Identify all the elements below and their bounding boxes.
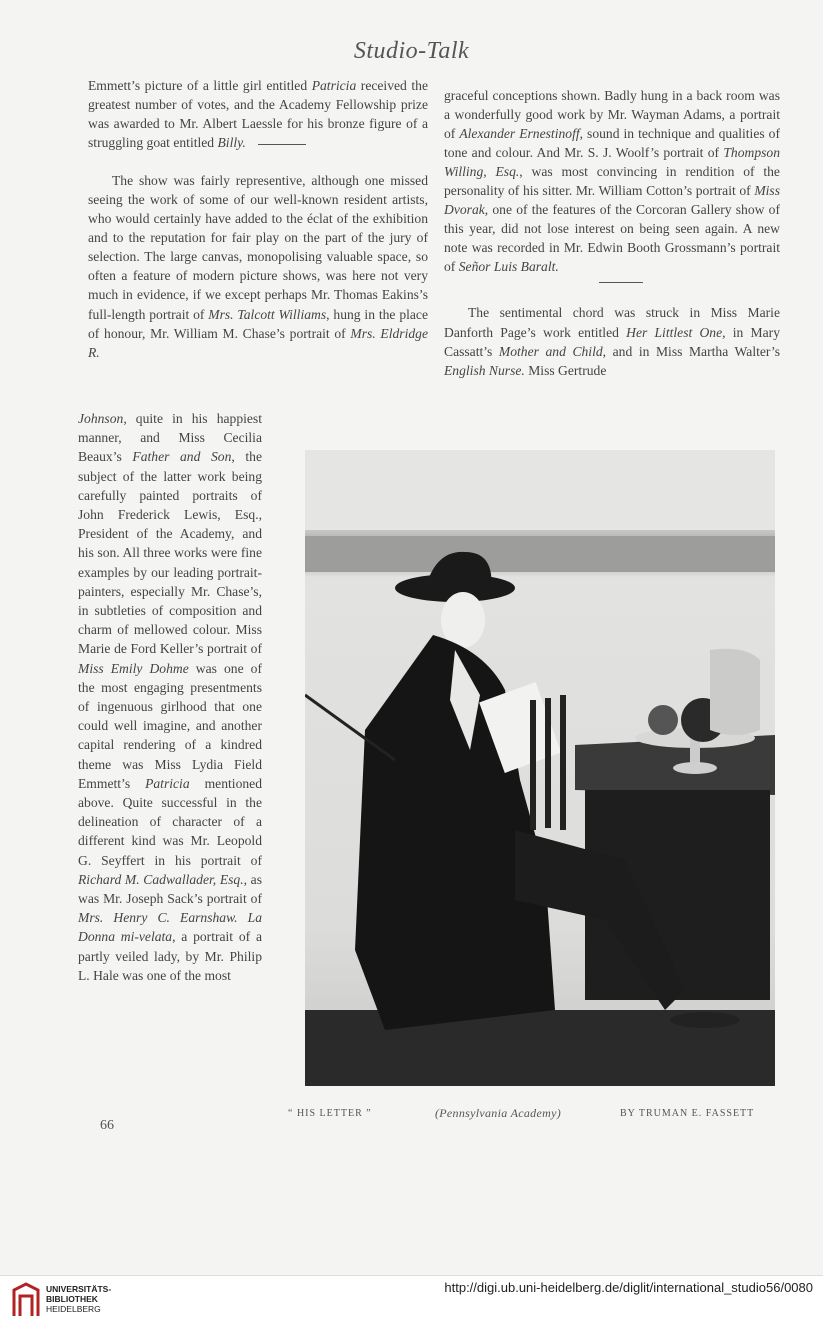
italic-title: Mrs. Henry C. Earnshaw. La Donna mi-velata [78, 910, 262, 945]
text: The sentimental chord was struck in Miss Marie Danforth Page’s work entitled [444, 305, 780, 340]
italic-title: Richard M. Cadwallader, Esq. [78, 871, 244, 887]
page-number: 66 [100, 1118, 114, 1133]
italic-title: Father and Son [132, 449, 232, 465]
section-rule [599, 282, 643, 283]
text: , the subject of the latter work being carefully painted portraits of John Frederick Lewis, Esq., President of the Academy, and his son. All three works were fine examples by our leading portrait-painters, especially Mr. Chase’s, in subtleties of composition and charm of mellowed colour. Miss Marie de Ford Keller’s portrait of [78, 449, 262, 657]
permalink-url[interactable]: http://digi.ub.uni-heidelberg.de/diglit/international_studio56/0080 [444, 1280, 813, 1295]
italic-title: Alexander Ernestinoff [459, 126, 580, 142]
text: , quite in his happiest manner, and Miss Cecilia Beaux’s [78, 411, 262, 465]
text: Emmett’s picture of a little girl entitled [88, 78, 312, 93]
italic-title: Thompson Willing, Esq. [444, 145, 780, 180]
text: Miss Gertrude [524, 362, 607, 378]
library-name [46, 1284, 111, 1314]
caption-artist: BY TRUMAN E. FASSETT [620, 1108, 755, 1119]
italic-title: Mother and Child [498, 343, 603, 359]
caption-title: “ HIS LETTER ” [288, 1108, 372, 1119]
italic-title: Patricia [145, 775, 190, 791]
italic-title: Mrs. Eldridge R. [88, 325, 428, 360]
painting-image [305, 450, 775, 1086]
italic-title: Mrs. Talcott Williams [208, 306, 327, 322]
text: , a portrait of a partly veiled lady, by Mr. Philip L. Hale was one of the most [78, 929, 262, 983]
library-line: BIBLIOTHEK [46, 1294, 98, 1304]
text: , and in Miss Martha Walter’s [602, 343, 781, 359]
text: , hung in the place of honour, Mr. William M. Chase’s portrait of [88, 306, 428, 341]
italic-title: Señor Luis Baralt. [458, 259, 559, 275]
library-line: HEIDELBERG [46, 1304, 101, 1314]
italic-title: Billy. [217, 135, 246, 151]
text: graceful conceptions shown. Badly hung in a back room was a wonderfully good work by Mr. Wayman Adams, a portrait of [444, 88, 780, 142]
section-rule [258, 144, 306, 145]
italic-title: Miss Emily Dohme [78, 660, 189, 676]
italic-title: Patricia [311, 78, 357, 93]
paragraph-2 [88, 171, 428, 361]
text: The show was fairly representive, although one missed seeing the work of some of our well-known resident artists, who would certainly have added to the éclat of the exhibition and to the reputation for fair play on the part of the jury of selection. The large canvas, monopolising valuable space, so often a feature of modern picture shows, was here not very much in evidence, if we except perhaps Mr. Thomas Eakins’s full-length portrait of [88, 173, 428, 322]
text: mentioned above. Quite successful in the delineation of character of a different kind was Mr. Leopold G. Seyffert in his portrait of [78, 775, 262, 868]
italic-title: Miss Dvorak [444, 183, 780, 218]
italic-title: Her Littlest One [626, 324, 723, 340]
left-column-top [88, 76, 428, 362]
paragraph-4 [444, 86, 780, 276]
text: , one of the features of the Corcoran Gallery show of this year, did not lose interest on being seen again. A new note was recorded in Mr. Edwin Booth Grossmann’s portrait of [444, 202, 780, 275]
paragraph-1 [88, 76, 428, 152]
right-column-top [444, 86, 780, 380]
library-logo-icon [10, 1282, 42, 1318]
text: received the greatest number of votes, and the Academy Fellowship prize was awarded to Mr. Albert Laessle for his bronze figure of a struggling goat entitled [88, 78, 429, 151]
italic-title: Johnson [78, 411, 124, 426]
left-column-narrow [78, 409, 262, 985]
paragraph-3 [78, 409, 262, 985]
text: , was most convincing in rendition of the personality of his sitter. Mr. William Cotton’s portrait of [444, 164, 780, 199]
viewer-footer [0, 1275, 823, 1323]
paragraph-5 [444, 303, 780, 379]
library-line: UNIVERSITÄTS- [46, 1284, 112, 1294]
text: , in Mary Cassatt’s [444, 324, 780, 359]
running-head: Studio-Talk [353, 38, 470, 64]
caption-source: (Pennsylvania Academy) [435, 1106, 561, 1120]
text: , as was Mr. Joseph Sack’s portrait of [78, 871, 262, 907]
painting-reproduction [305, 450, 775, 1086]
text: , sound in technique and qualities of tone and colour. And Mr. S. J. Woolf’s portrait of [444, 126, 780, 161]
text: was one of the most engaging presentments of ingenuous girlhood that one could well imagine, and another capital rendering of a kindred theme was Miss Lydia Field Emmett’s [78, 660, 262, 791]
italic-title: English Nurse. [444, 362, 525, 378]
